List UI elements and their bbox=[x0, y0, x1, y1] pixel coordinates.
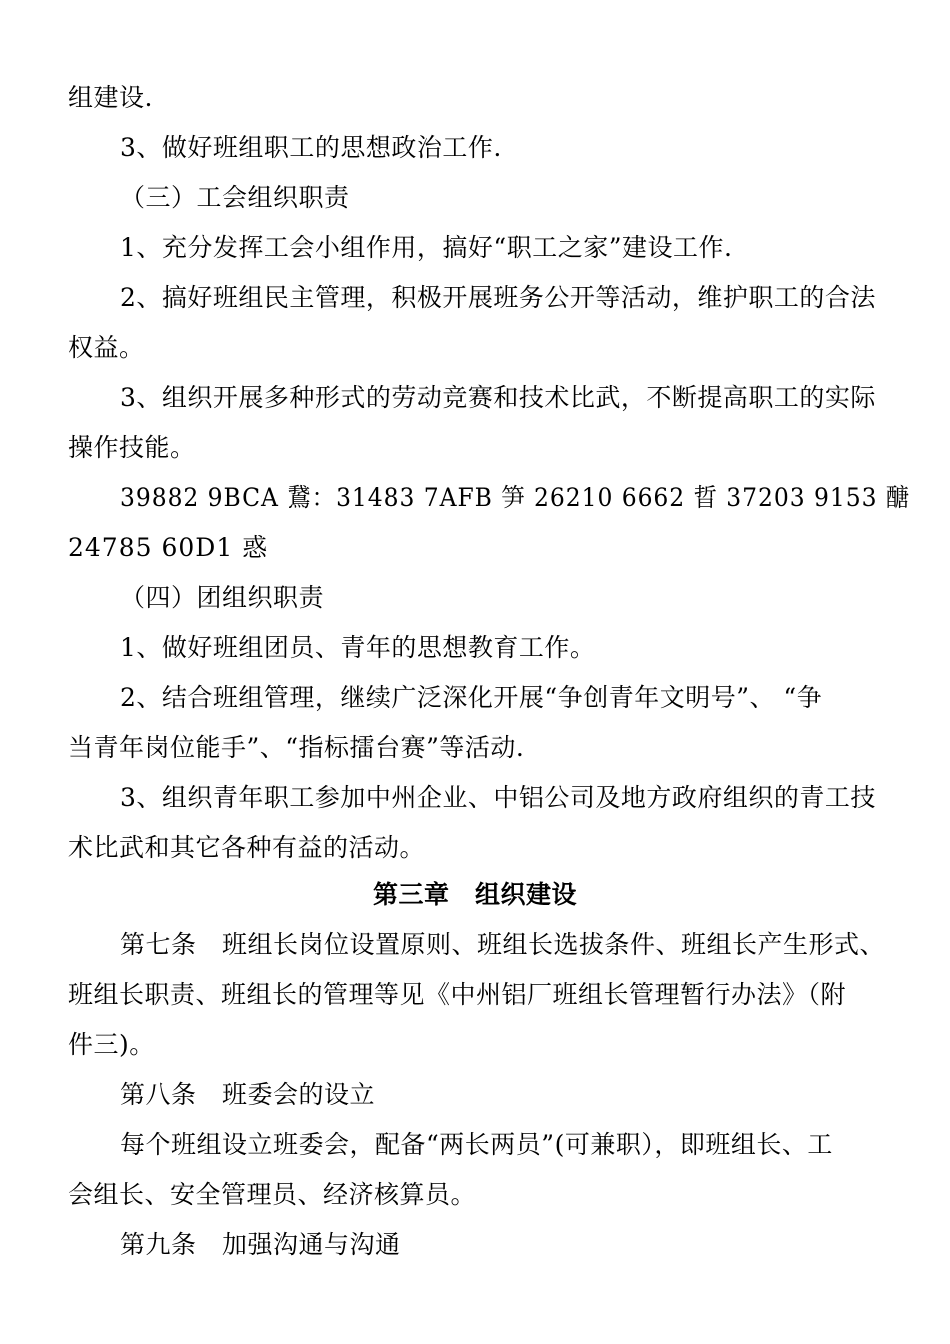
paragraph-line: 第七条 班组长岗位设置原则、班组长选拔条件、班组长产生形式、 bbox=[120, 930, 886, 959]
paragraph-line: 班组长职责、班组长的管理等见《中州铝厂班组长管理暂行办法》（附 bbox=[68, 980, 847, 1009]
paragraph-line: 组建设. bbox=[68, 83, 153, 112]
paragraph-line: 操作技能。 bbox=[68, 433, 196, 462]
paragraph-line: 3、做好班组职工的思想政治工作. bbox=[120, 133, 502, 162]
paragraph-line: 2、搞好班组民主管理，积极开展班务公开等活动，维护职工的合法 bbox=[120, 283, 876, 312]
paragraph-line: 3、组织开展多种形式的劳动竞赛和技术比武，不断提高职工的实际 bbox=[120, 383, 876, 412]
paragraph-line: 会组长、安全管理员、经济核算员。 bbox=[68, 1180, 477, 1209]
paragraph-line: 当青年岗位能手”、“指标擂台赛”等活动. bbox=[68, 733, 525, 762]
chapter-title: 第三章 组织建设 bbox=[372, 880, 577, 909]
article-heading: 第八条 班委会的设立 bbox=[120, 1080, 376, 1109]
paragraph-line: 每个班组设立班委会，配备“两长两员”(可兼职），即班组长、工 bbox=[120, 1130, 833, 1159]
paragraph-line: 2、结合班组管理，继续广泛深化开展“争创青年文明号”、 “争 bbox=[120, 683, 823, 712]
code-line: 39882 9BCA 鵞：31483 7AFB 笋 26210 6662 晢 37203 9153 醣 bbox=[120, 483, 911, 512]
paragraph-line: 1、做好班组团员、青年的思想教育工作。 bbox=[120, 633, 596, 662]
article-heading: 第九条 加强沟通与沟通 bbox=[120, 1230, 401, 1259]
code-line: 24785 60D1 惑 bbox=[68, 533, 269, 562]
paragraph-line: 件三)。 bbox=[68, 1030, 155, 1059]
section-heading: （四）团组织职责 bbox=[120, 583, 325, 612]
paragraph-line: 3、组织青年职工参加中州企业、中铝公司及地方政府组织的青工技 bbox=[120, 783, 876, 812]
paragraph-line: 术比武和其它各种有益的活动。 bbox=[68, 833, 426, 862]
paragraph-line: 1、充分发挥工会小组作用，搞好“职工之家”建设工作. bbox=[120, 233, 733, 262]
section-heading: （三）工会组织职责 bbox=[120, 183, 350, 212]
paragraph-line: 权益。 bbox=[68, 333, 145, 362]
